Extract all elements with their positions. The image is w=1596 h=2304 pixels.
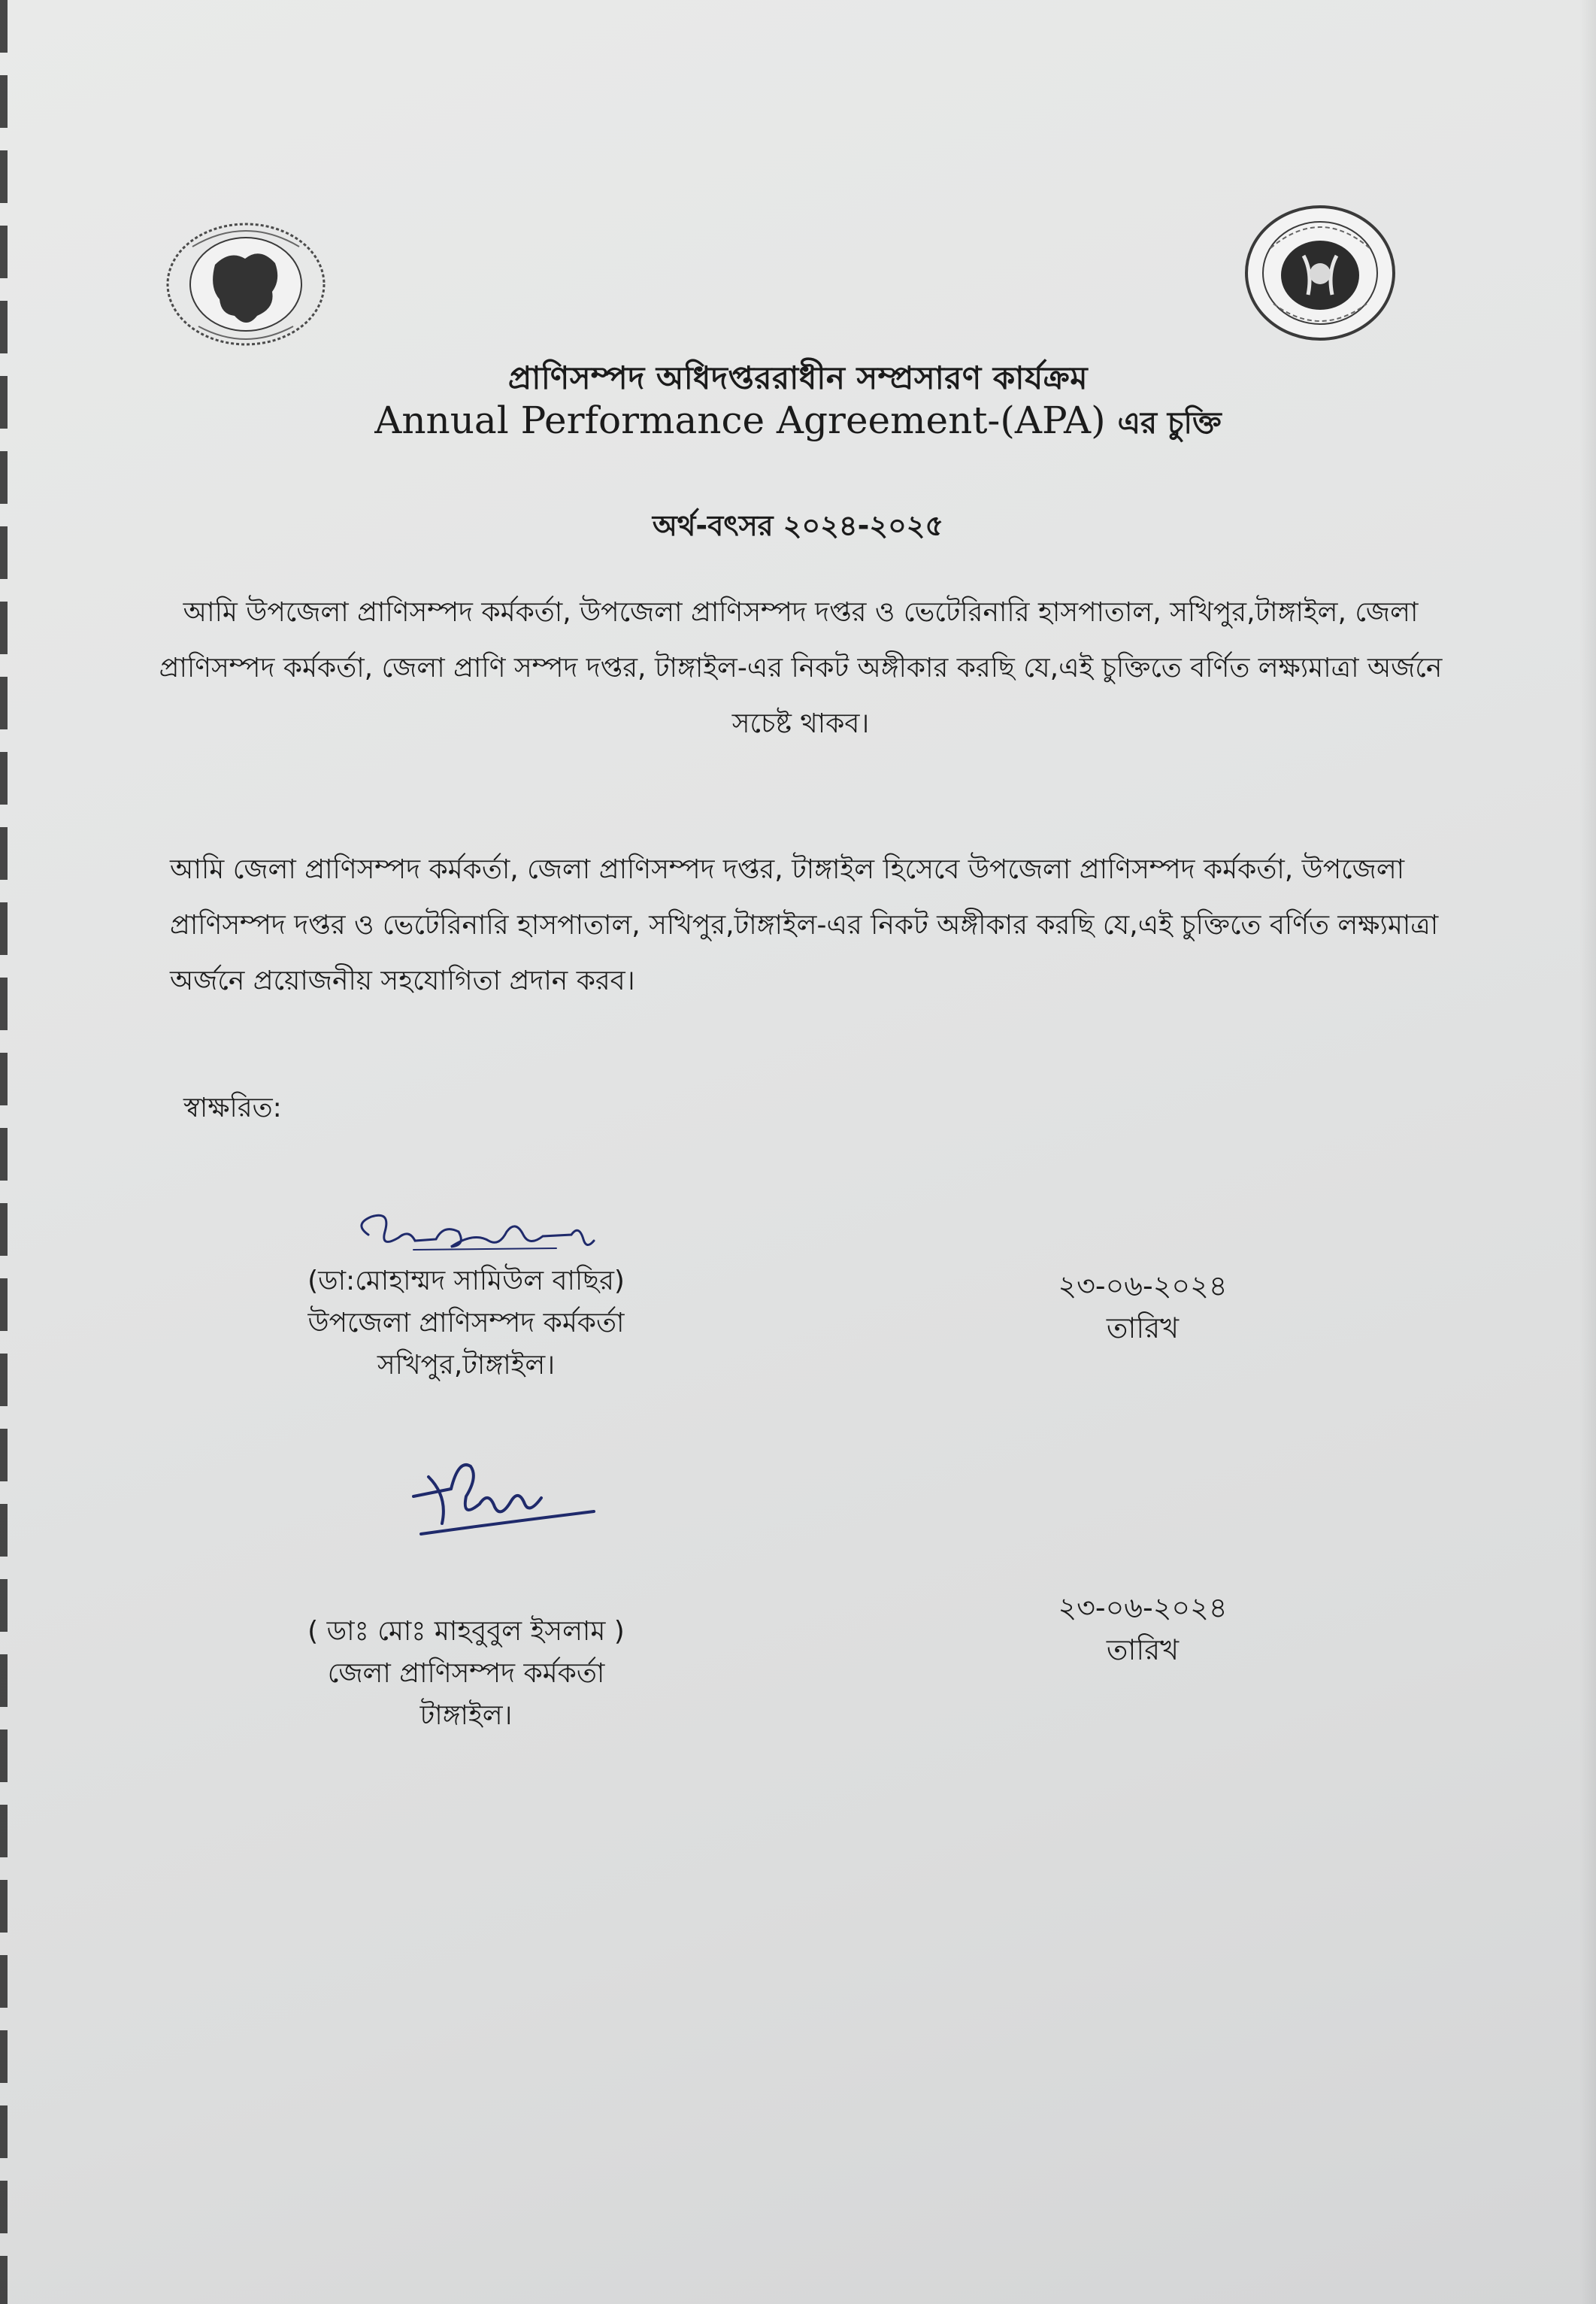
government-seal-icon [162, 220, 329, 349]
signatory-designation: উপজেলা প্রাণিসম্পদ কর্মকর্তা [307, 1308, 625, 1338]
agreement-title-en: Annual Performance Agreement-(APA) [374, 399, 1106, 442]
handwritten-signature-upazila-icon [346, 1202, 616, 1269]
signatory-upazila [248, 1260, 684, 1387]
commitment-paragraph-upazila: আমি উপজেলা প্রাণিসম্পদ কর্মকর্তা, উপজেলা প্রাণিসম্পদ দপ্তর ও ভেটেরিনারি হাসপাতাল, সখিপুর,টাঙ্গাইল, জেলা প্রাণিসম্পদ কর্মকর্তা, জেলা প্রাণি সম্পদ দপ্তর, টাঙ্গাইল-এর নিকট অঙ্গীকার করছি যে,এই চুক্তিতে বর্ণিত লক্ষ্যমাত্রা অর্জনে সচেষ্ট থাকব। [159, 597, 1443, 739]
date-block-district [985, 1587, 1301, 1671]
signatory-name: (ডা:মোহাম্মদ সামিউল বাছির) [307, 1266, 625, 1296]
fiscal-year: অর্থ-বৎসর ২০২৪-২০২৫ [652, 509, 944, 542]
signatory-location: সখিপুর,টাঙ্গাইল। [377, 1350, 556, 1381]
agreement-title-bn: এর চুক্তি [1117, 406, 1222, 441]
signatory-designation: জেলা প্রাণিসম্পদ কর্মকর্তা [327, 1658, 605, 1689]
signatory-location: টাঙ্গাইল। [419, 1700, 513, 1731]
livestock-department-seal-icon [1243, 203, 1397, 343]
department-title: প্রাণিসম্পদ অধিদপ্তররাধীন সম্প্রসারণ কার্যক্রম [507, 359, 1089, 396]
binding-holes [0, 0, 8, 2304]
sign-date: ২৩-০৬-২০২৪ [1058, 1591, 1228, 1624]
signed-label: স্বাক্ষরিত: [183, 1093, 282, 1123]
handwritten-signature-district-icon [406, 1451, 601, 1549]
page-shadow [1579, 0, 1596, 2304]
date-label: তারিখ [1106, 1633, 1180, 1666]
signatory-district [248, 1611, 684, 1737]
commitment-paragraph-district: আমি জেলা প্রাণিসম্পদ কর্মকর্তা, জেলা প্রাণিসম্পদ দপ্তর, টাঙ্গাইল হিসেবে উপজেলা প্রাণিসম্পদ কর্মকর্তা, উপজেলা প্রাণিসম্পদ দপ্তর ও ভেটেরিনারি হাসপাতাল, সখিপুর,টাঙ্গাইল-এর নিকট অঙ্গীকার করছি যে,এই চুক্তিতে বর্ণিত লক্ষ্যমাত্রা অর্জনে প্রয়োজনীয় সহযোগিতা প্রদান করব। [170, 854, 1439, 996]
agreement-title [0, 399, 1596, 450]
date-label: তারিখ [1106, 1311, 1180, 1345]
sign-date: ২৩-০৬-২০২৪ [1058, 1269, 1228, 1302]
date-block-upazila [985, 1265, 1301, 1349]
signatory-name: ( ডাঃ মোঃ মাহবুবুল ইসলাম ) [307, 1616, 625, 1647]
